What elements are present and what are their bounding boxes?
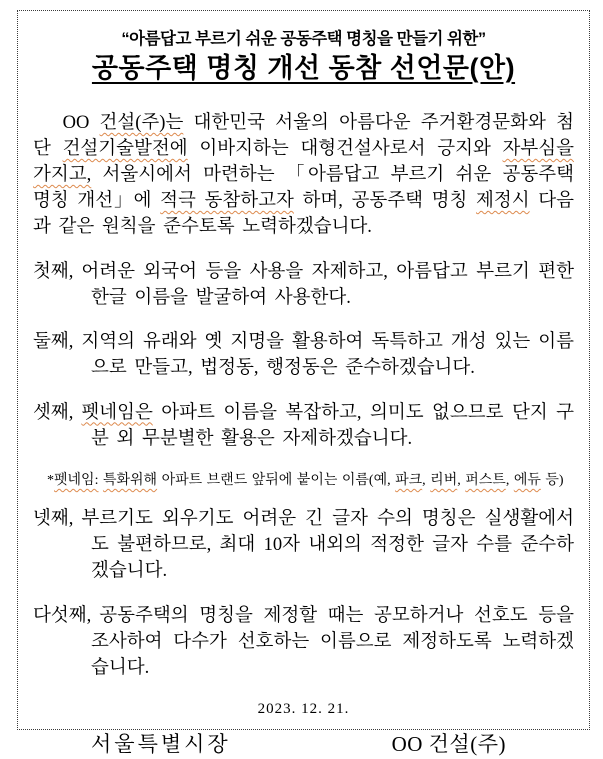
text-run: , <box>457 473 466 488</box>
text-run: 서울시에서 마련하는 「아름답고 부르기 쉬운 공동주택 명칭 개선」에 <box>33 165 574 211</box>
text-run: 지역의 유래와 옛 지명을 활용하여 독특하고 개성 있는 이름으로 만들고, 법정동, 행정동은 준수하겠습니다. <box>81 332 574 378</box>
clause-third <box>33 400 574 452</box>
text-run: OO <box>62 113 100 133</box>
text-run: 이바지하는 대형건설사로서 긍지와 <box>187 139 503 159</box>
text-run: 다음과 같은 원칙을 준수토록 노력하겠습니다. <box>33 191 574 237</box>
text-run: , <box>422 473 431 488</box>
spellcheck-underlined-word: 자부심을 <box>502 139 574 159</box>
text-run: , <box>505 473 514 488</box>
text-run: 아파트 이름을 복잡하고, 의미도 없으므로 단지 구분 외 무분별한 활용은 자제하겠습니다. <box>91 402 574 449</box>
clause-second-text <box>81 332 574 378</box>
clause-first-label: 첫째, <box>33 261 74 282</box>
spellcheck-underlined-word: 리버 <box>430 473 458 488</box>
spellcheck-underlined-word: 제정시 <box>476 191 530 211</box>
spellcheck-underlined-word: 건설기술발전에 <box>62 139 188 159</box>
signature-row <box>33 729 574 759</box>
spellcheck-underlined-word: 퍼스트 <box>465 473 506 488</box>
spellcheck-underlined-word: 펫네임: <box>54 473 99 488</box>
text-run: * <box>47 473 54 488</box>
text-run: 어려운 외국어 등을 사용을 자제하고, 아름답고 부르기 편한 한글 이름을 발굴하여 사용한다. <box>81 261 574 308</box>
signature-company: OO 건설(주) <box>391 732 506 756</box>
clause-third-text <box>81 403 574 449</box>
clause-second <box>33 329 574 381</box>
document-title <box>33 52 574 85</box>
clause-fifth <box>33 603 574 681</box>
clause-fourth-text <box>81 509 574 581</box>
text-run: 부르기도 외우기도 어려운 긴 글자 수의 명칭은 실생활에서도 불편하므로, 최대 10자 내외의 적정한 글자 수를 준수하겠습니다. <box>81 509 574 581</box>
spellcheck-underlined-word: 가지고, <box>33 165 92 185</box>
clause-fourth-label: 넷째, <box>33 509 74 529</box>
document-subtitle: “아름답고 부르기 쉬운 공동주택 명칭을 만들기 위한” <box>121 30 486 48</box>
spellcheck-underlined-word: 건설(주)는 <box>99 113 184 133</box>
signature-seoul-mayor: 서울특별시장 <box>91 732 231 756</box>
spellcheck-underlined-word: 에듀 <box>513 473 541 488</box>
spellcheck-underlined-word: 적극 동참하고자 <box>160 191 294 211</box>
clause-first-text <box>81 262 574 308</box>
spellcheck-underlined-word: 펫네임은 <box>81 402 153 423</box>
clause-fifth-label: 다섯째, <box>33 605 92 626</box>
document-date: 2023. 12. 21. <box>257 701 350 717</box>
text-run: 공동주택의 명칭을 제정할 때는 공모하거나 선호도 등을 조사하여 다수가 선호하는 이름으로 제정하도록 노력하겠습니다. <box>91 605 574 678</box>
text-run: 등) <box>540 473 564 488</box>
clause-first <box>33 259 574 311</box>
dotted-border-frame <box>17 10 590 756</box>
petname-footnote <box>47 470 574 491</box>
clause-fifth-text <box>91 606 574 678</box>
spellcheck-underlined-word: 특화위해 <box>102 473 158 488</box>
text-run: 대한민국 서울의 아름다운 주거환경문화와 첨단 <box>33 113 574 159</box>
text-run: 아파트 브랜드 앞뒤에 붙이는 이름(예, <box>157 473 396 488</box>
clause-second-label: 둘째, <box>33 332 74 352</box>
preamble-paragraph <box>33 110 574 240</box>
document-title-text: 공동주택 명칭 개선 동참 선언문(안) <box>91 53 516 83</box>
spellcheck-underlined-word: 파크 <box>395 473 423 488</box>
text-run: 하며, 공동주택 명칭 <box>293 191 476 211</box>
clause-fourth <box>33 506 574 584</box>
clause-third-label: 셋째, <box>33 402 74 423</box>
